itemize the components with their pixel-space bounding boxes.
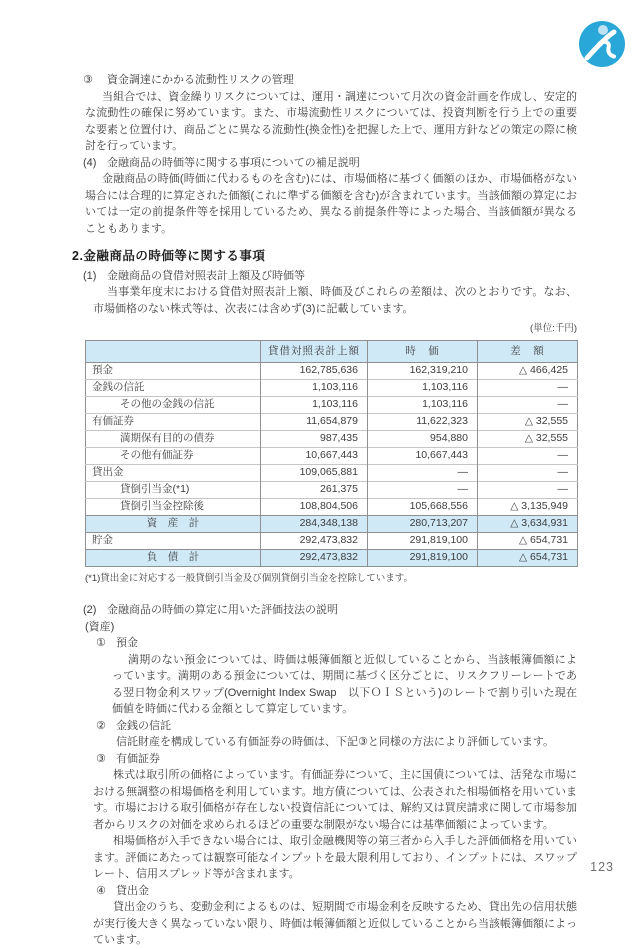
valuation-item-title: 預金 [116, 637, 138, 649]
row-label: 貸出金 [86, 464, 261, 481]
valuation-item-body: 株式は取引所の価格によっています。有価証券について、主に国債については、活発な市場における無調整の相場価格を利用しています。地方債については、公表された相場価格を用いています。市場における取引価格が存在しない投資信託については、解約又は買戻請求に関して市場参加者からリスクの対価を求められるほどの重要な制限がない場合には基準価額によっています。 [93, 769, 577, 831]
header-difference: 差 額 [478, 340, 578, 362]
table-row-assets-total [86, 515, 578, 532]
supplement-body: 金融商品の時価(時価に代わるものを含む)には、市場価格に基づく価額のほか、市場価格がない場合には合理的に算定された価額(これに準ずる価額を含む)が含まれています。当該価額の算定においては一定の前提条件等を採用しているため、異なる前提条件等によった場合、当該価額が異なることもあります。 [85, 173, 577, 235]
table-header-row [86, 340, 578, 362]
cell-bs-amount: 284,348,138 [261, 515, 368, 532]
subsection-1-body: 当事業年度末における貸借対照表計上額、時価及びこれらの差額は、次のとおりです。なお、市場価格のない株式等は、次表には含めず(3)に記載しています。 [93, 286, 577, 315]
valuation-item-money-trusts [96, 718, 577, 735]
cell-fair-value: 162,319,210 [368, 362, 478, 379]
cell-fair-value: 954,880 [368, 430, 478, 447]
cell-bs-amount: 987,435 [261, 430, 368, 447]
table-row [86, 413, 578, 430]
cell-fair-value: 10,667,443 [368, 447, 478, 464]
subsection-2-item [83, 602, 577, 619]
valuation-item-loans [96, 883, 577, 900]
cell-bs-amount: 162,785,636 [261, 362, 368, 379]
assets-group-label: (資産) [85, 620, 115, 633]
cell-difference: △ 3,135,949 [478, 498, 578, 515]
cell-bs-amount: 292,473,832 [261, 532, 368, 549]
table-row [86, 362, 578, 379]
valuation-item-title: 金銭の信託 [116, 719, 171, 732]
cell-difference: ― [478, 396, 578, 413]
supplement-item [83, 155, 577, 172]
header-balance-sheet-amount: 貸借対照表計上額 [261, 340, 368, 362]
cell-bs-amount: 108,804,506 [261, 498, 368, 515]
cell-fair-value: ― [368, 481, 478, 498]
cell-bs-amount: 11,654,879 [261, 413, 368, 430]
row-label: その他の金銭の信託 [86, 396, 261, 413]
row-label: 貸倒引当金控除後 [86, 498, 261, 515]
liquidity-risk-item [83, 72, 577, 89]
cell-difference: △ 32,555 [478, 430, 578, 447]
row-label: その他有価証券 [86, 447, 261, 464]
header-empty [86, 340, 261, 362]
row-label: 金銭の信託 [86, 379, 261, 396]
row-label: 満期保有目的の債券 [86, 430, 261, 447]
item-marker: ③ [96, 752, 106, 765]
item-marker: (1) [83, 269, 97, 282]
row-label: 貸倒引当金(*1) [86, 481, 261, 498]
row-label: 預金 [86, 362, 261, 379]
cell-bs-amount: 261,375 [261, 481, 368, 498]
item-marker: (2) [83, 604, 97, 616]
valuation-item-body: 満期のない預金については、時価は帳簿価額と近似していることから、当該帳簿価額によっています。満期のある預金については、期間に基づく区分ごとに、リスクフリーレートである翌日物金利スワップ(Overnight Index Swap 以下ＯＩＳという)のレートで割り引いた現在価値を時価に代わる金額として算定しています。 [112, 653, 577, 715]
cell-fair-value: 1,103,116 [368, 396, 478, 413]
item-marker: ③ [83, 74, 93, 86]
cell-difference: △ 654,731 [478, 549, 578, 566]
table-row [86, 481, 578, 498]
unit-note: (単位:千円) [530, 323, 577, 334]
table-row-liabilities-total [86, 549, 578, 566]
subsection-1-title: 金融商品の貸借対照表計上額及び時価等 [107, 269, 305, 282]
cell-difference: ― [478, 379, 578, 396]
cell-difference: ― [478, 481, 578, 498]
table-row [86, 430, 578, 447]
liquidity-risk-title: 資金調達にかかる流動性リスクの管理 [107, 74, 294, 86]
row-label: 貯金 [86, 532, 261, 549]
table-row [86, 396, 578, 413]
table-row [86, 532, 578, 549]
cell-difference: △ 466,425 [478, 362, 578, 379]
valuation-item-deposits [96, 635, 577, 652]
liquidity-risk-body: 当組合では、資金繰りリスクについては、運用・調達について月次の資金計画を作成し、安定的な流動性の確保に努めています。また、市場流動性リスクについては、投資判断を行う上での重要な要素と位置付け、商品ごとに異なる流動性(換金性)を把握した上で、運用方針などの策定の際に検討を行っています。 [85, 90, 577, 152]
subsection-2-title: 金融商品の時価の算定に用いた評価技法の説明 [107, 604, 338, 616]
table-row [86, 498, 578, 515]
table-row [86, 379, 578, 396]
item-marker: ② [96, 719, 106, 732]
cell-bs-amount: 10,667,443 [261, 447, 368, 464]
cell-fair-value: 1,103,116 [368, 379, 478, 396]
item-marker: ④ [96, 884, 106, 897]
header-fair-value: 時 価 [368, 340, 478, 362]
cell-bs-amount: 1,103,116 [261, 379, 368, 396]
page-content [72, 72, 577, 949]
table-row [86, 464, 578, 481]
supplement-title: 金融商品の時価等に関する事項についての補足説明 [107, 156, 360, 169]
cell-bs-amount: 109,065,881 [261, 464, 368, 481]
valuation-item-body: 貸出金のうち、変動金利によるものは、短期間で市場金利を反映するため、貸出先の信用状態が実行後大きく異なっていない限り、時価は帳簿価額と近似していることから当該帳簿価額によっています。 [93, 901, 577, 946]
cell-fair-value: 291,819,100 [368, 549, 478, 566]
cell-fair-value: 280,713,207 [368, 515, 478, 532]
section-heading: 2.金融商品の時価等に関する事項 [72, 249, 266, 263]
cell-difference: △ 32,555 [478, 413, 578, 430]
cell-bs-amount: 1,103,116 [261, 396, 368, 413]
table-row [86, 447, 578, 464]
row-label: 負 債 計 [86, 549, 261, 566]
fair-value-table [85, 340, 578, 567]
cell-difference: △ 3,634,931 [478, 515, 578, 532]
page-number: 123 [590, 860, 614, 874]
cell-difference: △ 654,731 [478, 532, 578, 549]
organization-logo-icon [578, 20, 626, 68]
table-footnote: (*1)貸出金に対応する一般貸倒引当金及び個別貸倒引当金を控除しています。 [85, 572, 414, 584]
item-marker: ① [96, 637, 106, 649]
cell-bs-amount: 292,473,832 [261, 549, 368, 566]
valuation-item-body: 相場価格が入手できない場合には、取引金融機関等の第三者から入手した評価価格を用いています。評価にあたっては観察可能なインプットを最大限利用しており、インプットには、スワップレート、信用スプレッド等が含まれます。 [93, 835, 577, 880]
valuation-item-body: 信託財産を構成している有価証券の時価は、下記③と同様の方法により評価しています。 [116, 736, 554, 748]
cell-difference: ― [478, 464, 578, 481]
cell-fair-value: ― [368, 464, 478, 481]
item-marker: (4) [83, 156, 97, 169]
cell-fair-value: 11,622,323 [368, 413, 478, 430]
cell-fair-value: 291,819,100 [368, 532, 478, 549]
valuation-item-title: 貸出金 [116, 884, 149, 897]
cell-fair-value: 105,668,556 [368, 498, 478, 515]
cell-difference: ― [478, 447, 578, 464]
row-label: 有価証券 [86, 413, 261, 430]
valuation-item-securities [96, 751, 577, 768]
subsection-1-item [83, 268, 577, 285]
valuation-item-title: 有価証券 [116, 752, 160, 765]
row-label: 資 産 計 [86, 515, 261, 532]
